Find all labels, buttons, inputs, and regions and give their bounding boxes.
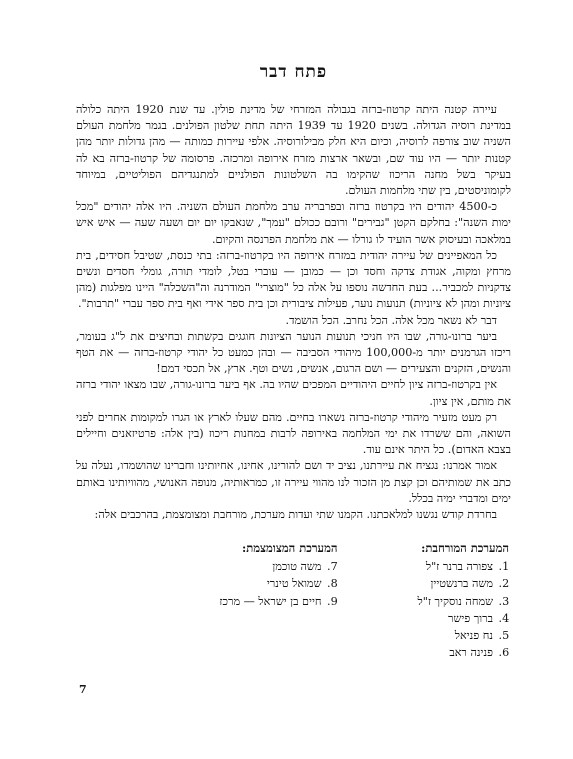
paragraph: רק מעט מזעיר מיהודי קרטוז-ברזה נשארו בחיים. מהם שעלו לארץ או הגרו למקומות אחרים לפני השואה, והם ששרדו את ימי המלחמה באירופה לרבות במחנות ריכוז (בין אלה: פרטיזאנים וחיילים בצבא האדום). כל היתר אינם עוד. (76, 410, 511, 457)
paragraph: דבר לא נשאר מכל אלה. הכל נחרב. הכל הושמד. (285, 313, 497, 327)
member-item: 6. פנינה ראב (418, 644, 496, 661)
member-item: 8. שמואל טינרי (219, 575, 323, 592)
committee-reduced (219, 541, 337, 661)
committee-expanded (418, 541, 510, 661)
paragraph: ביער ברונו-גורה, שבו היו חניכי תנועות הנוער הציונות חוגגים בקשתות ובחיצים את ל"ג בעומר, ריכזו הגרמנים יותר מ-100,000 מיהודי הסביבה — ובהן כמעט כל יהודי קרטוז-ברזה — את הטף והנשים, הזקנים והצעירים — ושם הרגום, אנשים, נשים וטף. ארץ, אל תכסי דמם! (76, 329, 511, 376)
paragraph: עיירה קטנה היתה קרטוז-ברזה בגבולה המזרחי של מדינת פולין. עד שנת 1920 היתה כלולה במדינת רוסיה הגדולה. בשנים 1920 עד 1939 היתה תחת שלטון הפולנים. בגמר מלחמת העולם השניה שוב צורפה לרוסיה, וכיום היא חלק מבילורוסיה. אלפי עיירות כמותה — מהן גדולות יותר מהן קטנות יותר — היו עוד שם, ובשאר ארצות מזרח אירופה ומרכזה. פרסומה של קרטוז-ברזה בא לה בעיקר בשל מחנה הריכוז שהקימו בה השלטונות הפולניים למתנגדיהם הפוליטיים, במיוחד לקומוניסטים, בין שתי מלחמות העולם. (76, 103, 512, 198)
member-item: 4. ברוך פישר (418, 610, 496, 627)
editorial-committees (76, 541, 511, 661)
paragraph: אין בקרטוז-ברזה ציון לחיים היהודיים המפכים שהיו בה. אף ביער ברונו-גורה, שבו מצאו יהודי ברזה את מותם, אין ציון. (76, 378, 511, 408)
committee-heading: המערכת המצומצמת: (241, 541, 338, 556)
paragraph: בחרדת קודש נגשנו למלאכתנו. הקמנו שתי ועדות מערכת, מורחבת ומצומצמת, בהרכבים אלה: (94, 508, 497, 522)
paragraph: כ-4500 יהודים היו בקרטוז ברזה ובפרבריה ערב מלחמת העולם השניה. היו אלה יהודים "מכל ימות השנה": בחלקם הקטן "גבירים" ורובם ככולם "עמך", שנאבקו יום יום ושעה שעה — איש איש במלאכה ובעיסוק אשר הועיד לו גורלו — את מלחמת הפרנסה והקיום. (76, 200, 511, 246)
member-item: 1. צפורה ברנר ז"ל (418, 558, 496, 575)
member-item: 5. נח פניאל (418, 627, 496, 644)
committee-heading: המערכת המורחבת: (421, 541, 509, 556)
member-item: 9. חיים בן ישראל — מרכז (219, 593, 323, 610)
preface-body (76, 102, 511, 523)
member-list (418, 558, 510, 661)
member-item: 3. שמחה נוסקיך ז"ל (418, 593, 496, 610)
paragraph: אמור אמרנו: נגציח את עיירתנו, נציב יד ושם להורינו, אחינו, אחיותינו וחברינו שהושמדו, נעלה על כתב את שמותיהם וכן קצת מן הזכור לנו מהווי עיירה זו, כמראותיה, מנופה האנושי, מהוויותינו באותם ימים ומדברי ימיה בכלל. (76, 459, 511, 505)
member-item: 2. משה ברנשטיין (418, 575, 496, 592)
page-number: 7 (79, 683, 87, 696)
paragraph: כל המאפיינים של עיירה יהודית במזרח אירופה היו בקרטוז-ברזה: בתי כנסת, שטיבל חסידים, בית מרחץ ומקוה, אגודת צדקה וחסד וכן — כמובן — עוברי בטל, לומדי תורה, גומלי חסדים ונשים צדקניות למכביר... בעת החדשה נוספו על אלה כל "מוצרי" המודרנה וה"השכלה" היינו מפלגות (מהן ציוניות ומהן לא ציוניות) תנועות נוער, פעילות ציבורית וכן בית ספר אידי ואף בית ספר עברי "תרבות". (76, 248, 511, 311)
member-list (219, 558, 337, 610)
member-item: 7. משה טוכמן (219, 558, 323, 575)
page-title: פתח דבר (259, 62, 328, 82)
